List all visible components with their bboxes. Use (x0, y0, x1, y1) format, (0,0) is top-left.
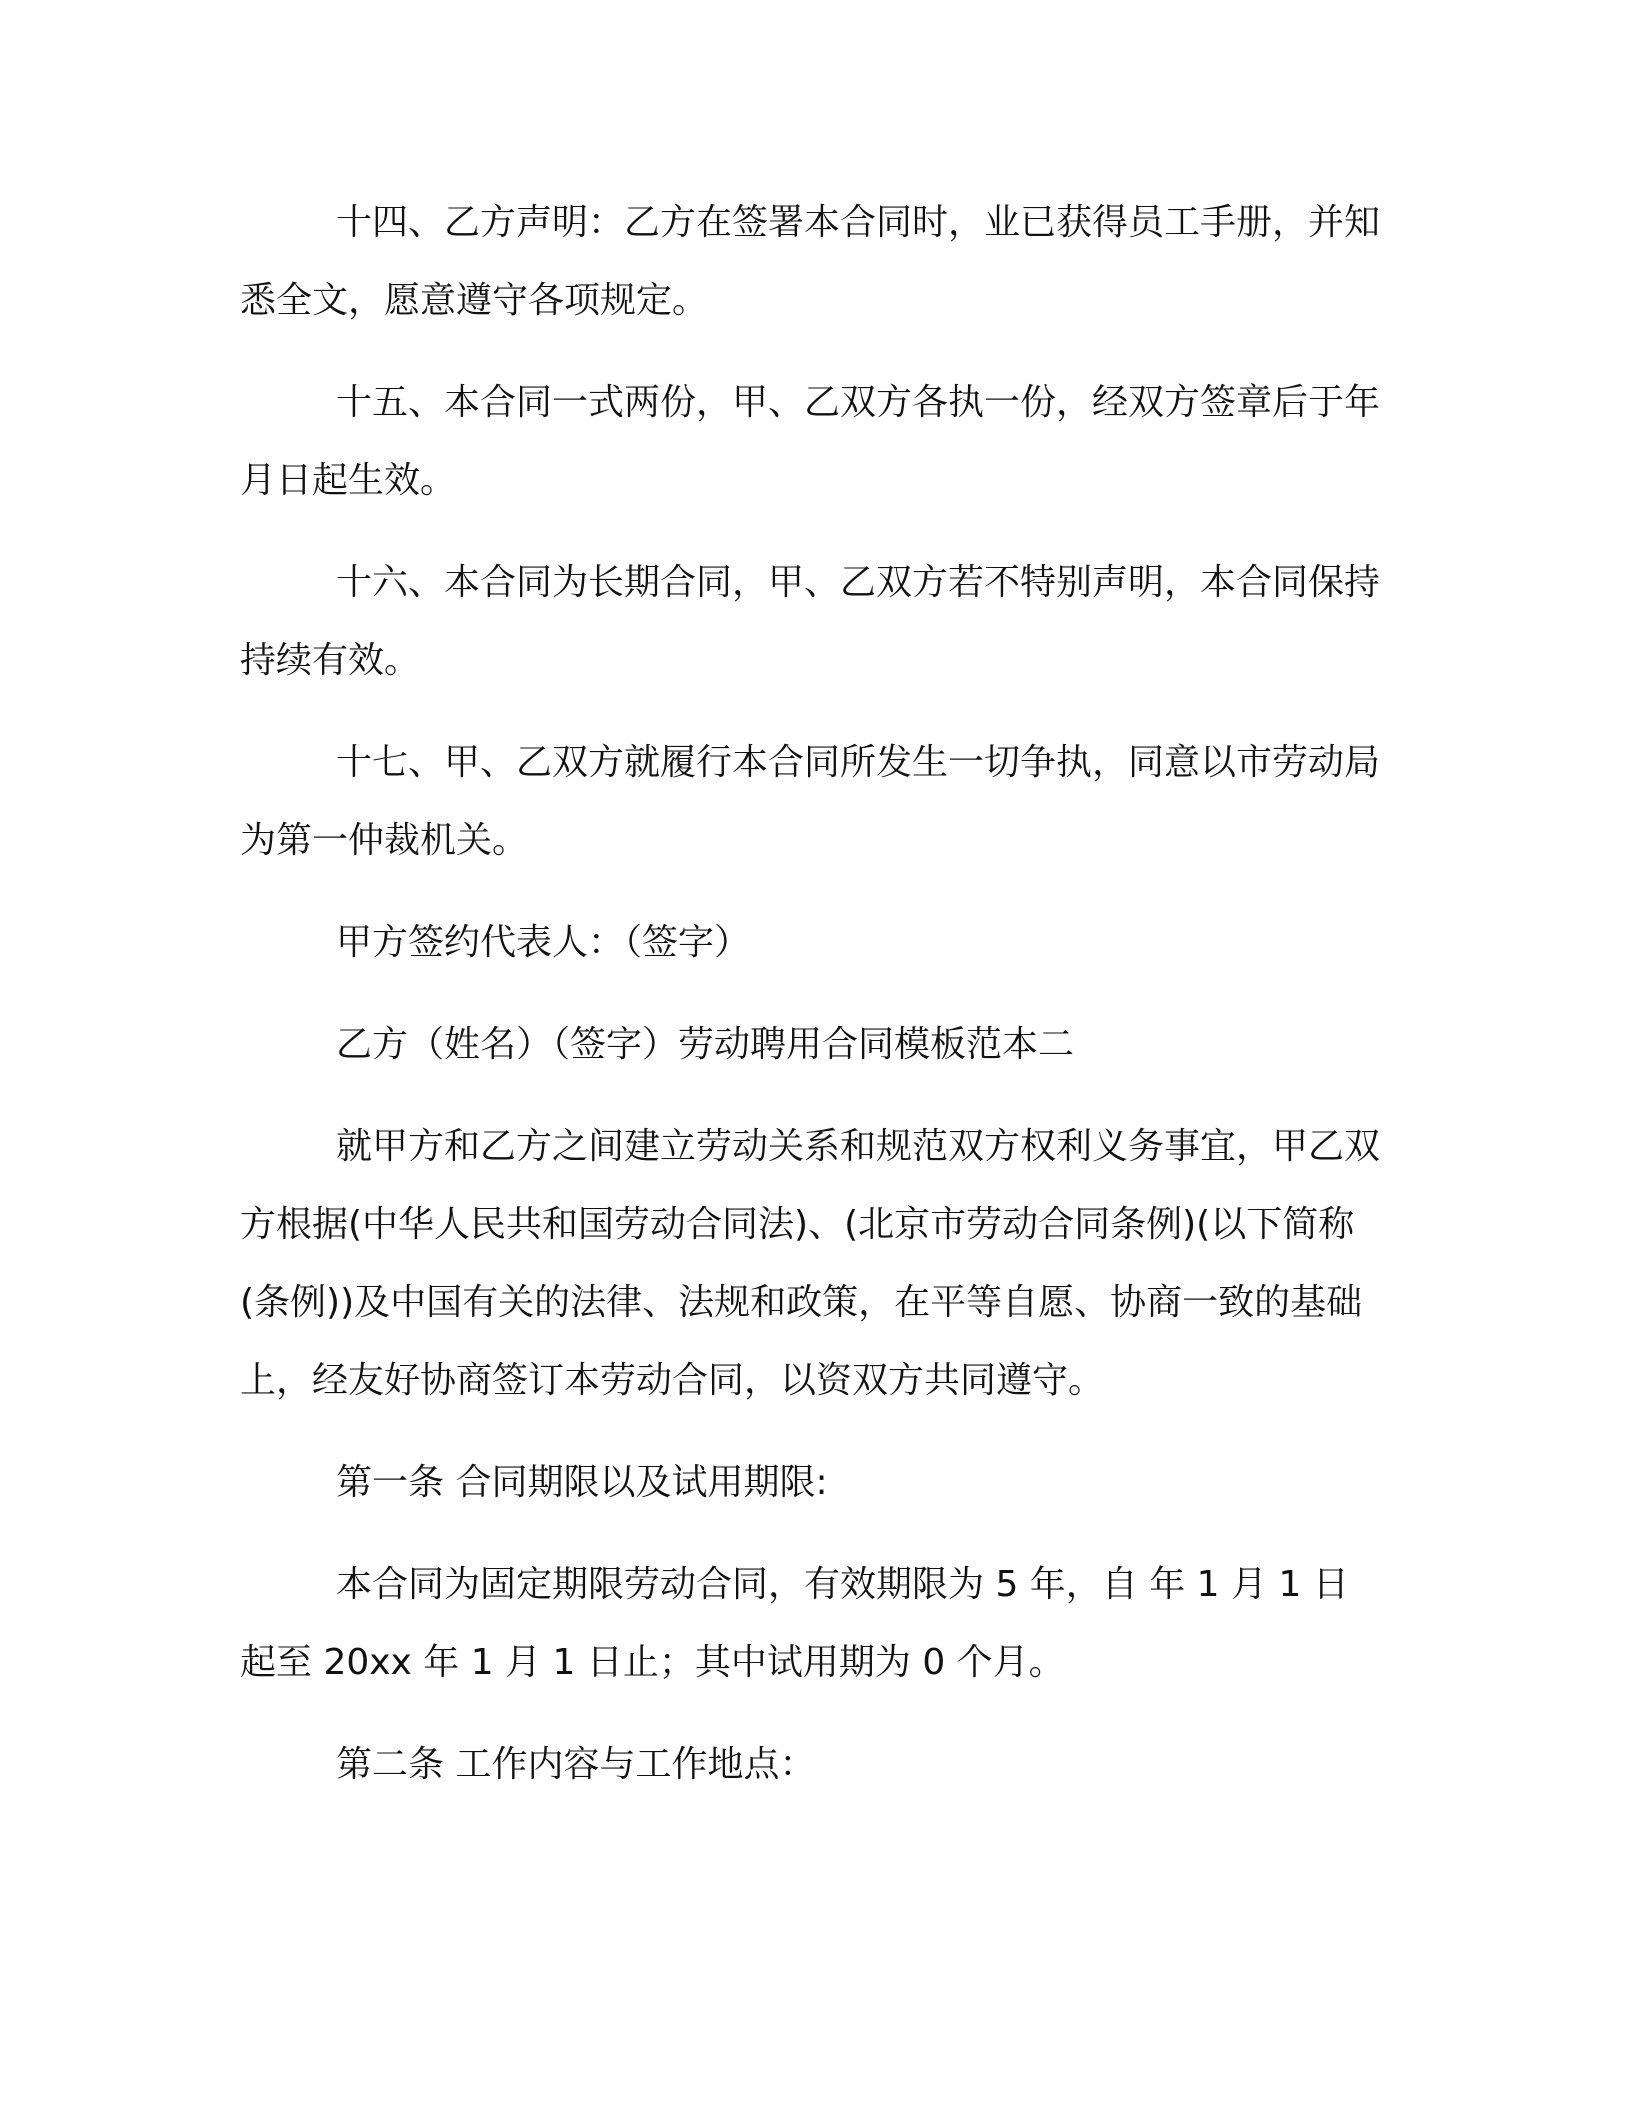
party-a-signature-line: 甲方签约代表人：（签字） (336, 922, 751, 963)
party-b-signature-line: 乙方（姓名）（签字）劳动聘用合同模板范本二 (336, 1024, 1075, 1065)
article-2-heading: 第二条 工作内容与工作地点： (336, 1744, 816, 1785)
clause-15: 十五、本合同一式两份，甲、乙双方各执一份，经双方签章后于年月日起生效。 (240, 382, 1381, 501)
preamble-paragraph: 就甲方和乙方之间建立劳动关系和规范双方权利义务事宜，甲乙双方根据(中华人民共和国劳动合同法)、(北京市劳动合同条例)(以下简称(条例))及中国有关的法律、法规和政策，在平等自愿、协商一致的基础上，经友好协商签订本劳动合同，以资双方共同遵守。 (240, 1126, 1381, 1401)
clause-17: 十七、甲、乙双方就履行本合同所发生一切争执，同意以市劳动局为第一仲裁机关。 (240, 742, 1381, 861)
article-1-heading: 第一条 合同期限以及试用期限: (336, 1462, 828, 1503)
document-body (240, 184, 1380, 1828)
clause-14: 十四、乙方声明：乙方在签署本合同时，业已获得员工手册，并知悉全文，愿意遵守各项规定。 (240, 202, 1381, 321)
article-1-body: 本合同为固定期限劳动合同，有效期限为 5 年，自 年 1 月 1 日起至 20xx 年 1 月 1 日止；其中试用期为 0 个月。 (240, 1564, 1349, 1683)
clause-16: 十六、本合同为长期合同，甲、乙双方若不特别声明，本合同保持持续有效。 (240, 562, 1381, 681)
